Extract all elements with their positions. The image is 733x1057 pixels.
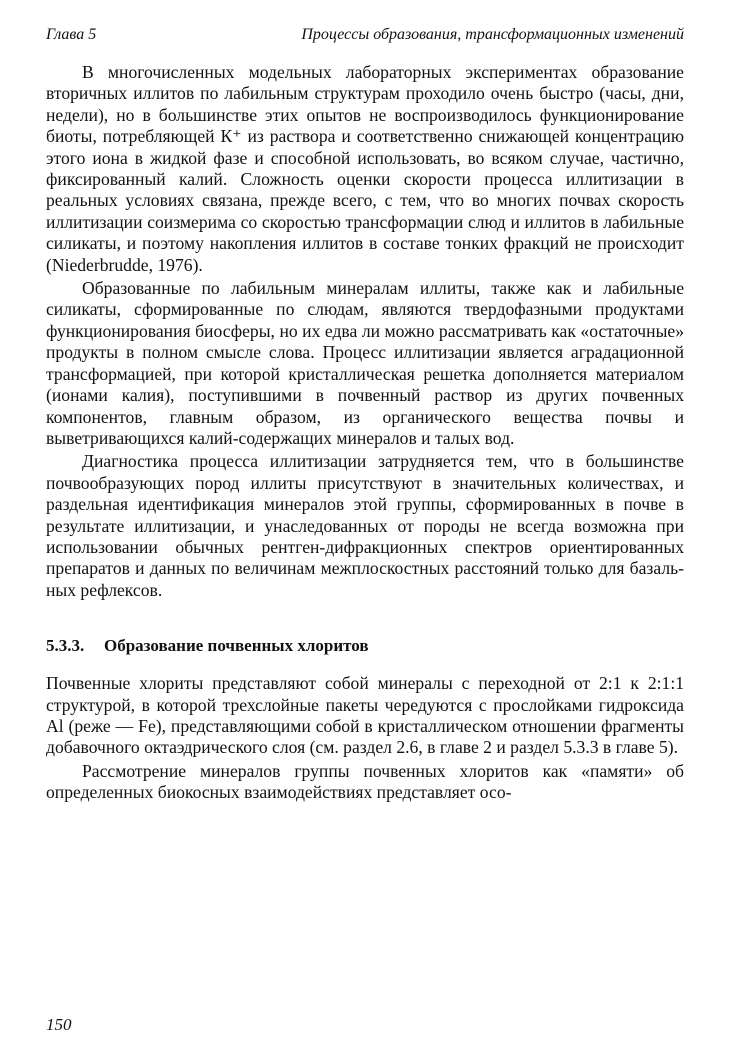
section-title: Образование почвенных хлоритов [104,636,369,656]
paragraph-illite-diagnostics: Диагностика процесса иллитизации затрудняется тем, что в большинстве почвообразующих пород иллиты присутствуют в значительных количествах, и раздельная идентификация минералов этой группы, сформированных в почве в результате иллитизации, и унаследованных от породы не всегда возможна при использовании обычных рентген-дифракционных спектров ориентированных препаратов и данных по величинам межплоскостных расстояний только для базальных рефлексов. [46,451,684,600]
section-number: 5.3.3. [46,636,85,656]
body-text [46,62,684,804]
paragraph-chlorite-definition: Почвенные хлориты представляют собой минералы с переходной от 2:1 к 2:1:1 структурой, в которой трехслойные пакеты чередуются с прослойками гидроксида Al (реже — Fe), представляющими собой в кристаллическом отношении фрагменты добавочного октаэдрического слоя (см. раздел 2.6, в главе 2 и раздел 5.3.3 в главе 5). [46,673,684,758]
paragraph-chlorite-memory: Рассмотрение минералов группы почвенных хлоритов как «памяти» об определенных биокосных взаимодействиях представляет осо- [46,760,684,803]
section-heading [46,635,684,657]
running-header [46,24,684,46]
chapter-label: Глава 5 [46,26,97,43]
paragraph-illite-experiments: В многочисленных модельных лабораторных экспериментах образование вторичных иллитов по лабильным структурам проходило очень быстро (часы, дни, недели), но в большинстве этих опытов не воспроизводилось функционирование биоты, потребляющей К⁺ из раствора и соответственно снижающей концентрацию этого иона в жидкой фазе и способной использовать, во всяком случае, частично, фиксированный калий. Сложность оценки скорости процесса иллитизации в реальных условиях связана, прежде всего, с тем, что во многих почвах скорость иллитизации соизмерима со скоростью трансформации слюд и иллитов в лабильные силикаты, и поэтому накопления иллитов в составе тонких фракций не происходит (Niederbrudde, 1976). [46,62,684,275]
page-number: 150 [46,1015,72,1034]
running-title: Процессы образования, трансформационных изменений [301,26,684,43]
paragraph-illite-products: Образованные по лабильным минералам иллиты, также как и лабильные силикаты, сформированные по слюдам, являются твердофазными продуктами функционирования биосферы, но их едва ли можно рассматривать как «остаточные» продукты в полном смысле слова. Процесс иллитизации является аградационной трансформацией, при которой кристаллическая решетка дополняется материалом (ионами калия), поступившими в почвенный раствор из других почвенных компонентов, главным образом, из органического вещества почвы и выветривающихся калий-содержащих минералов и талых вод. [46,278,684,448]
